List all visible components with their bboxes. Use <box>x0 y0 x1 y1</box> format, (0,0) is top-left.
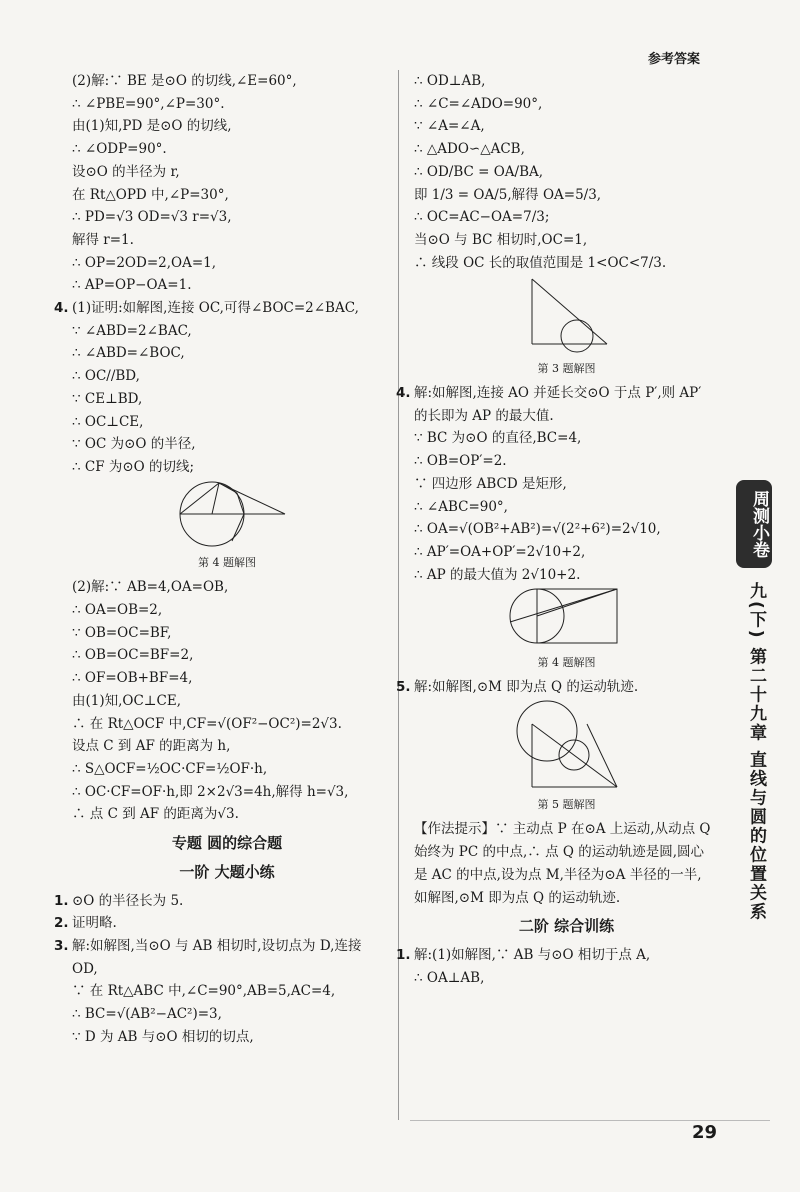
text-line: 解:如解图,当⊙O 与 AB 相切时,设切点为 D,连接 <box>72 937 362 954</box>
text-line: ∵ 在 Rt△ABC 中,∠C=90°,AB=5,AC=4, <box>72 983 336 1000</box>
figure-q4-right <box>414 586 719 656</box>
left-column <box>54 70 382 1048</box>
text-line: ∴ OC=AC−OA=7/3; <box>414 209 550 226</box>
text-line: 是 AC 的中点,设为点 M,半径为⊙A 半径的一半, <box>414 866 702 883</box>
text-line: ∵ 四边形 ABCD 是矩形, <box>414 475 567 492</box>
text-line: ∴ OD⊥AB, <box>414 73 486 89</box>
text-line: ∴ OC·CF=OF·h,即 2×2√3=4h,解得 h=√3, <box>72 783 349 800</box>
text-line: ∴ OP=2OD=2,OA=1, <box>72 254 217 271</box>
text-line: 解:(1)如解图,∵ AB 与⊙O 相切于点 A, <box>414 946 651 963</box>
text-line: 解得 r=1. <box>72 231 134 248</box>
text-line: 的长即为 AP 的最大值. <box>414 407 554 424</box>
question-number: 4. <box>396 385 411 402</box>
text-line: ∵ D 为 AB 与⊙O 相切的切点, <box>72 1028 254 1045</box>
footer-rule <box>410 1120 770 1121</box>
question-number: 3. <box>54 937 69 954</box>
text-line: (2)解:∵ BE 是⊙O 的切线,∠E=60°, <box>72 73 297 89</box>
question-number: 1. <box>396 946 411 963</box>
text-line: ∴ OB=OP′=2. <box>414 453 507 470</box>
figure-caption: 第 4 题解图 <box>537 656 596 670</box>
text-line: ∴ OF=OB+BF=4, <box>72 670 193 687</box>
text-line: ∴ OD/BC = OA/BA, <box>414 163 544 180</box>
text-line: ∴ S△OCF=½OC·CF=½OF·h, <box>72 760 268 777</box>
text-line: (2)解:∵ AB=4,OA=OB, <box>72 579 229 596</box>
text-line: ∴ BC=√(AB²−AC²)=3, <box>72 1006 222 1023</box>
text-line: ⊙O 的半径长为 5. <box>72 892 184 909</box>
text-line: ∴ △ADO∽△ACB, <box>414 141 525 158</box>
text-line: 设点 C 到 AF 的距离为 h, <box>72 738 231 755</box>
text-line: ∴ PD=√3 OD=√3 r=√3, <box>72 209 232 226</box>
question-number: 1. <box>54 892 69 909</box>
tab-label: 周测小卷 <box>736 480 772 568</box>
text-line: 解:如解图,⊙M 即为点 Q 的运动轨迹. <box>414 679 639 696</box>
text-line: ∵ CE⊥BD, <box>72 390 143 407</box>
text-line: 【作法提示】∵ 主动点 P 在⊙A 上运动,从动点 Q <box>414 821 711 838</box>
section-subtitle: 二阶 综合训练 <box>518 917 615 936</box>
text-line: ∴ OB=OC=BF=2, <box>72 647 194 664</box>
text-line: ∵ OC 为⊙O 的半径, <box>72 436 196 453</box>
question-number: 5. <box>396 679 411 696</box>
section-subtitle: 一阶 大题小练 <box>179 862 275 881</box>
text-line: (1)证明:如解图,连接 OC,可得∠BOC=2∠BAC, <box>72 300 359 317</box>
text-line: 设⊙O 的半径为 r, <box>72 163 180 180</box>
text-line: ∴ OA⊥AB, <box>414 969 485 986</box>
text-line: 证明略. <box>72 915 117 932</box>
chapter-title: 九(下) 第二十九章 直线与圆的位置关系 <box>746 582 766 922</box>
figure-q3 <box>414 274 719 362</box>
page-number: 29 <box>692 1122 718 1143</box>
section-title: 专题 圆的综合题 <box>171 834 283 853</box>
text-line: ∴ ∠ABD=∠BOC, <box>72 345 185 362</box>
text-line: ∴ 线段 OC 长的取值范围是 1<OC<7/3. <box>414 254 667 271</box>
figure-q4-left <box>72 479 382 557</box>
text-line: ∴ OC⊥CE, <box>72 413 144 430</box>
question-number: 2. <box>54 915 69 932</box>
text-line: ∴ 点 C 到 AF 的距离为√3. <box>72 806 239 823</box>
text-line: ∵ BC 为⊙O 的直径,BC=4, <box>414 430 582 447</box>
text-line: 解:如解图,连接 AO 并延长交⊙O 于点 P′,则 AP′ <box>414 385 702 402</box>
text-line: ∴ ∠C=∠ADO=90°, <box>414 95 543 112</box>
text-line: ∴ OC//BD, <box>72 368 140 385</box>
text-line: 即 1/3 = OA/5,解得 OA=5/3, <box>414 186 602 203</box>
text-line: ∴ OA=OB=2, <box>72 602 163 619</box>
text-line: ∴ ∠ODP=90°. <box>72 141 167 158</box>
question-number: 4. <box>54 300 69 317</box>
text-line: ∴ ∠PBE=90°,∠P=30°. <box>72 95 225 112</box>
text-line: 由(1)知,PD 是⊙O 的切线, <box>72 118 232 135</box>
text-line: ∴ CF 为⊙O 的切线; <box>72 458 195 475</box>
text-line: OD, <box>72 960 98 977</box>
text-line: 由(1)知,OC⊥CE, <box>72 692 181 709</box>
text-line: ∵ ∠ABD=2∠BAC, <box>72 322 192 339</box>
figure-q5 <box>414 699 719 799</box>
text-line: ∴ OA=√(OB²+AB²)=√(2²+6²)=2√10, <box>414 521 661 538</box>
text-line: 在 Rt△OPD 中,∠P=30°, <box>72 186 229 203</box>
text-line: ∴ AP′=OA+OP′=2√10+2, <box>414 543 586 560</box>
figure-caption: 第 4 题解图 <box>198 556 256 570</box>
chapter-side-tab <box>730 480 782 921</box>
figure-caption: 第 5 题解图 <box>537 798 596 812</box>
text-line: 如解图,⊙M 即为点 Q 的运动轨迹. <box>414 889 621 906</box>
text-line: ∴ 在 Rt△OCF 中,CF=√(OF²−OC²)=2√3. <box>72 715 342 732</box>
page-header: 参考答案 <box>647 52 700 67</box>
text-line: 当⊙O 与 BC 相切时,OC=1, <box>414 231 588 248</box>
text-line: ∵ OB=OC=BF, <box>72 624 172 641</box>
figure-caption: 第 3 题解图 <box>537 362 596 376</box>
text-line: ∴ ∠ABC=90°, <box>414 498 508 515</box>
text-line: ∴ AP 的最大值为 2√10+2. <box>414 566 581 583</box>
text-line: ∴ AP=OP−OA=1. <box>72 277 192 294</box>
right-column <box>396 70 719 989</box>
text-line: ∵ ∠A=∠A, <box>414 118 485 135</box>
text-line: 始终为 PC 的中点,∴ 点 Q 的运动轨迹是圆,圆心 <box>414 844 705 861</box>
